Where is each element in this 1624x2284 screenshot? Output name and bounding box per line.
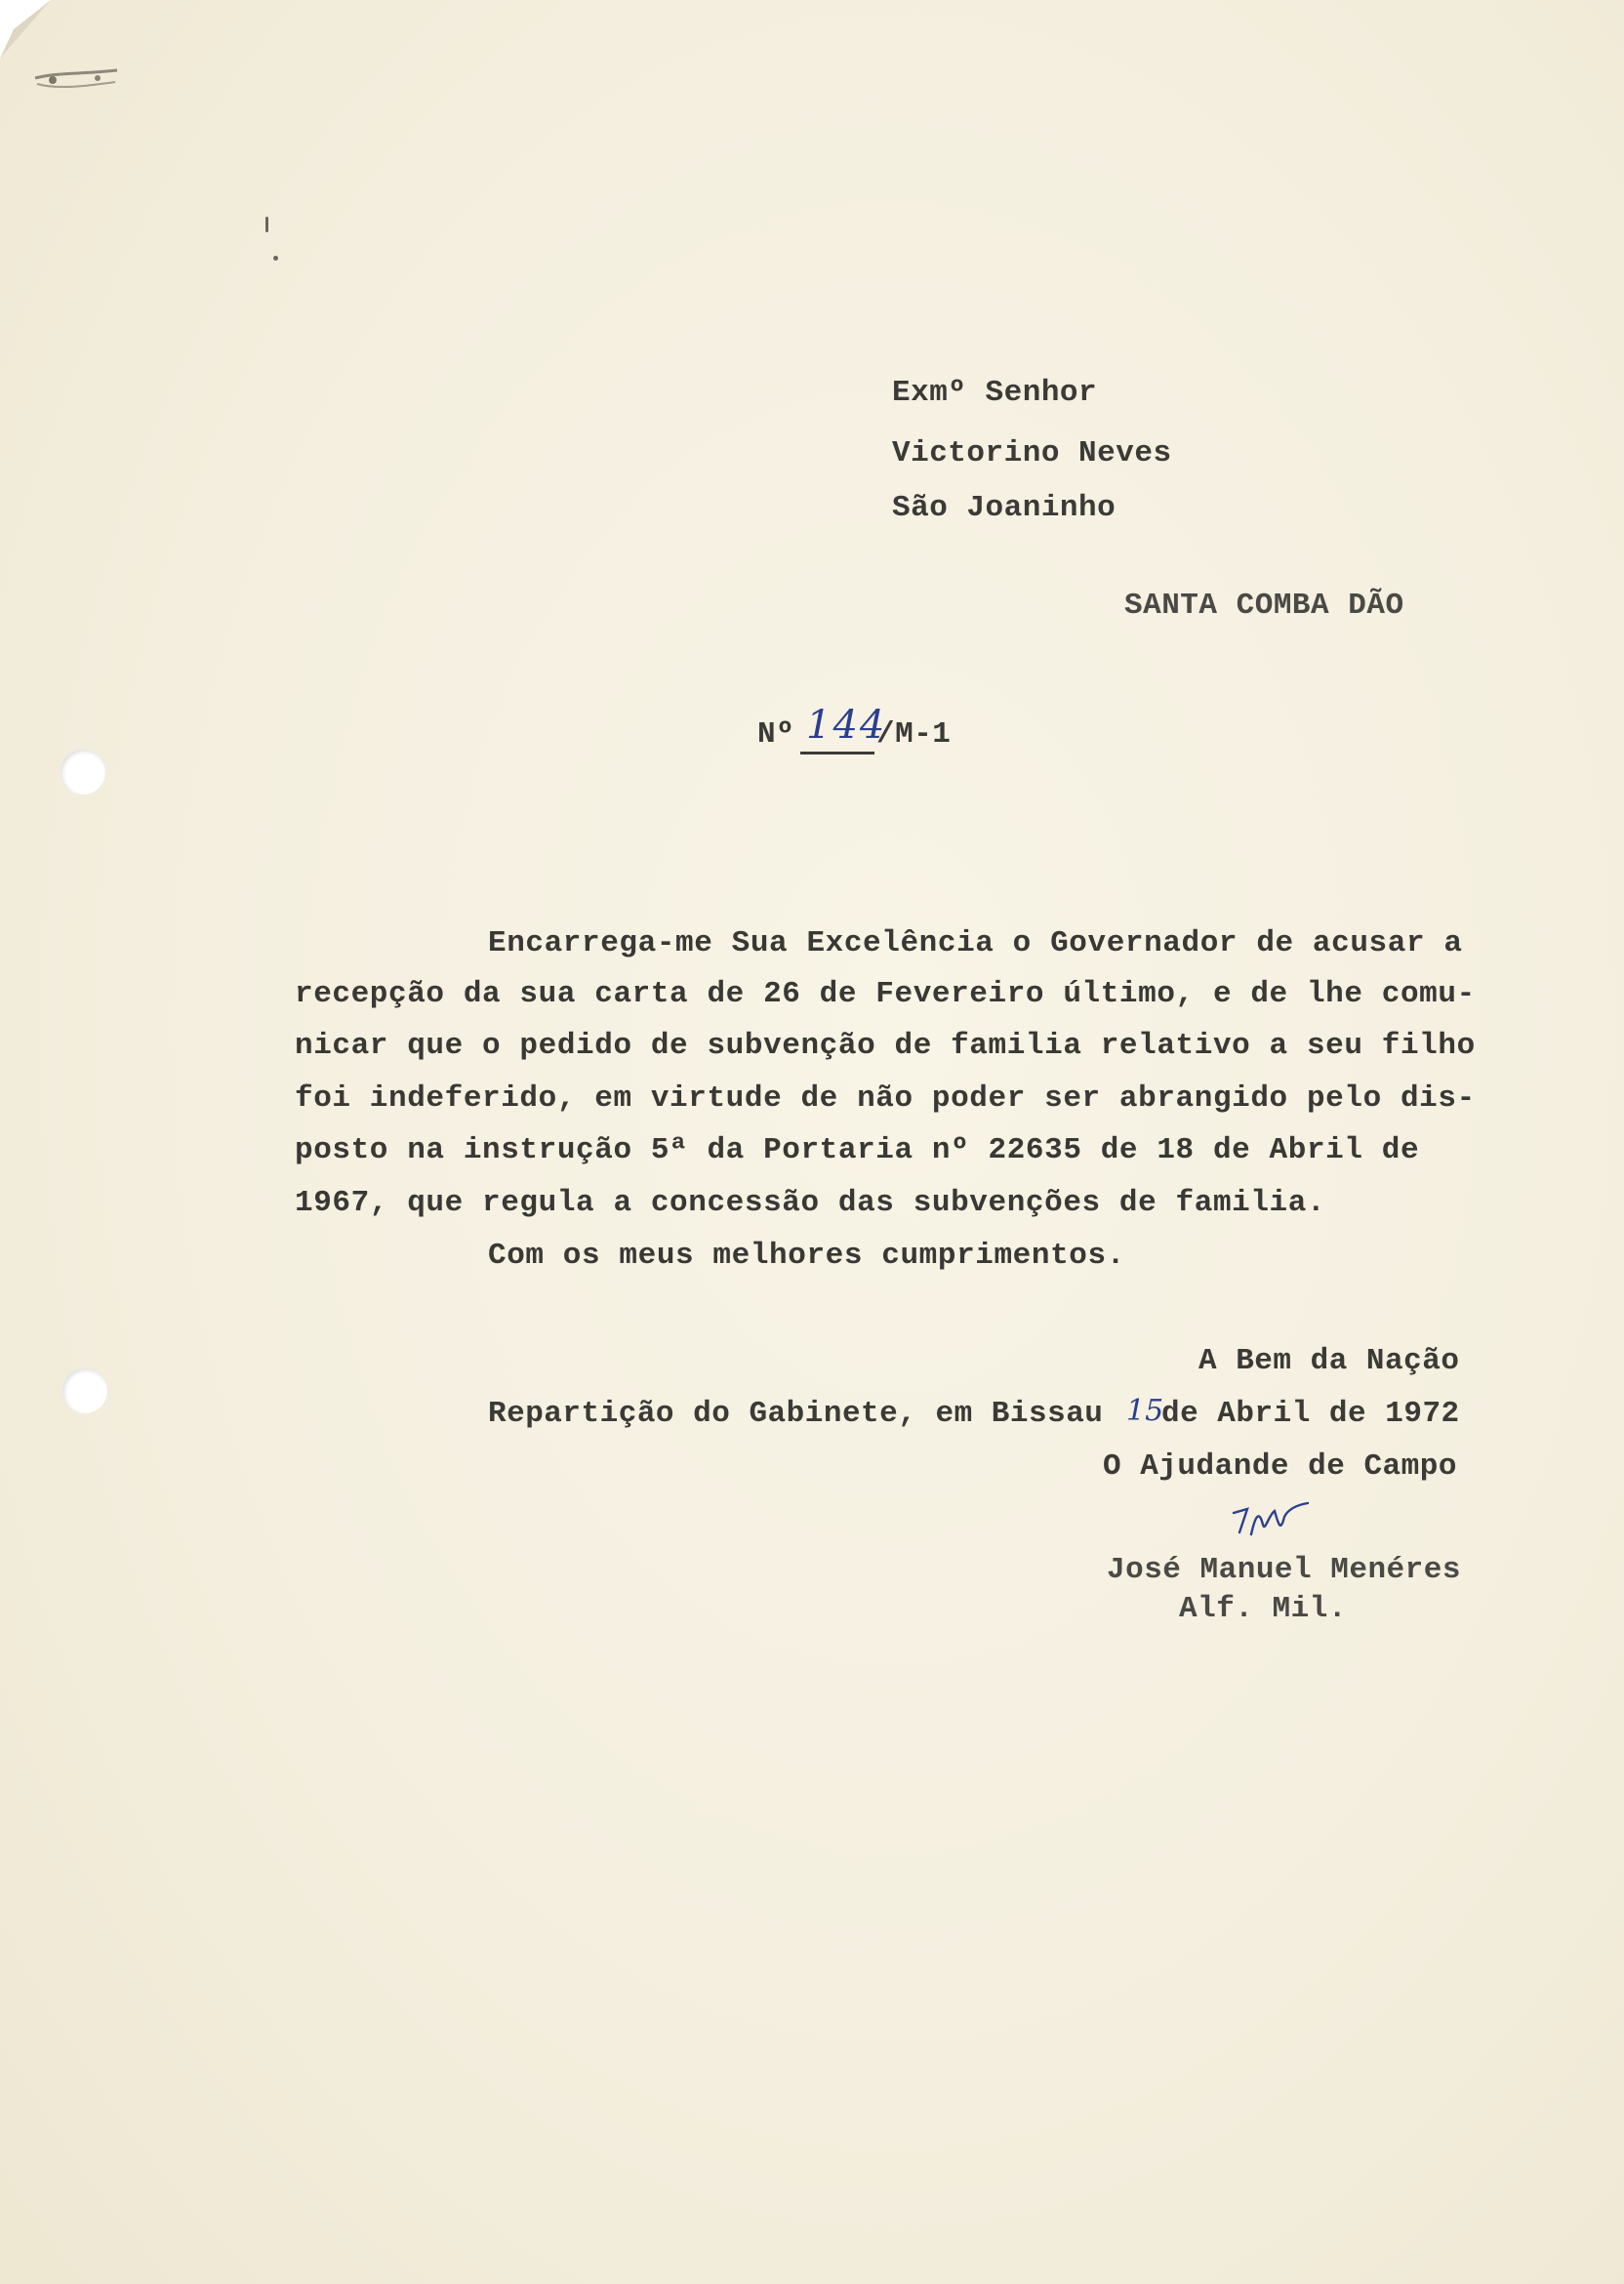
body-line: nicar que o pedido de subvenção de familia relativo a seu filho	[295, 1029, 1476, 1063]
closing-motto: A Bem da Nação	[1198, 1344, 1460, 1378]
reference-prefix: Nº	[757, 717, 795, 752]
signatory-name: José Manuel Menéres	[1107, 1553, 1461, 1587]
handwritten-day: 15	[1126, 1394, 1164, 1428]
reference-underline	[800, 752, 874, 755]
body-line: foi indeferido, em virtude de não poder ser abrangido pelo dis-	[295, 1081, 1476, 1116]
body-line: Encarrega-me Sua Excelência o Governador de acusar a	[488, 926, 1463, 960]
recipient-locality: São Joaninho	[892, 491, 1116, 525]
recipient-salutation: Exmº Senhor	[892, 376, 1098, 410]
recipient-name: Victorino Neves	[892, 436, 1172, 470]
body-line: recepção da sua carta de 26 de Fevereiro último, e de lhe comu-	[295, 977, 1476, 1011]
reference-handwritten-number: 144	[806, 703, 887, 748]
place-date-before: Repartição do Gabinete, em Bissau	[488, 1397, 1104, 1431]
reference-suffix: /M-1	[876, 717, 952, 752]
body-line: 1967, que regula a concessão das subvenções de familia.	[295, 1186, 1326, 1220]
closing-role: O Ajudande de Campo	[1103, 1449, 1457, 1484]
punch-hole-bottom	[62, 1368, 107, 1413]
signatory-rank: Alf. Mil.	[1179, 1592, 1347, 1626]
recipient-town: SANTA COMBA DÃO	[1124, 589, 1404, 623]
punch-hole-top	[61, 750, 105, 795]
ink-speck	[273, 256, 278, 261]
place-date-after: de Abril de 1972	[1161, 1397, 1460, 1431]
staple-mark	[29, 61, 127, 100]
body-line: Com os meus melhores cumprimentos.	[488, 1239, 1125, 1273]
body-line: posto na instrução 5ª da Portaria nº 22635 de 18 de Abril de	[295, 1133, 1420, 1167]
ink-speck	[265, 217, 268, 232]
handwritten-signature	[1230, 1499, 1318, 1548]
